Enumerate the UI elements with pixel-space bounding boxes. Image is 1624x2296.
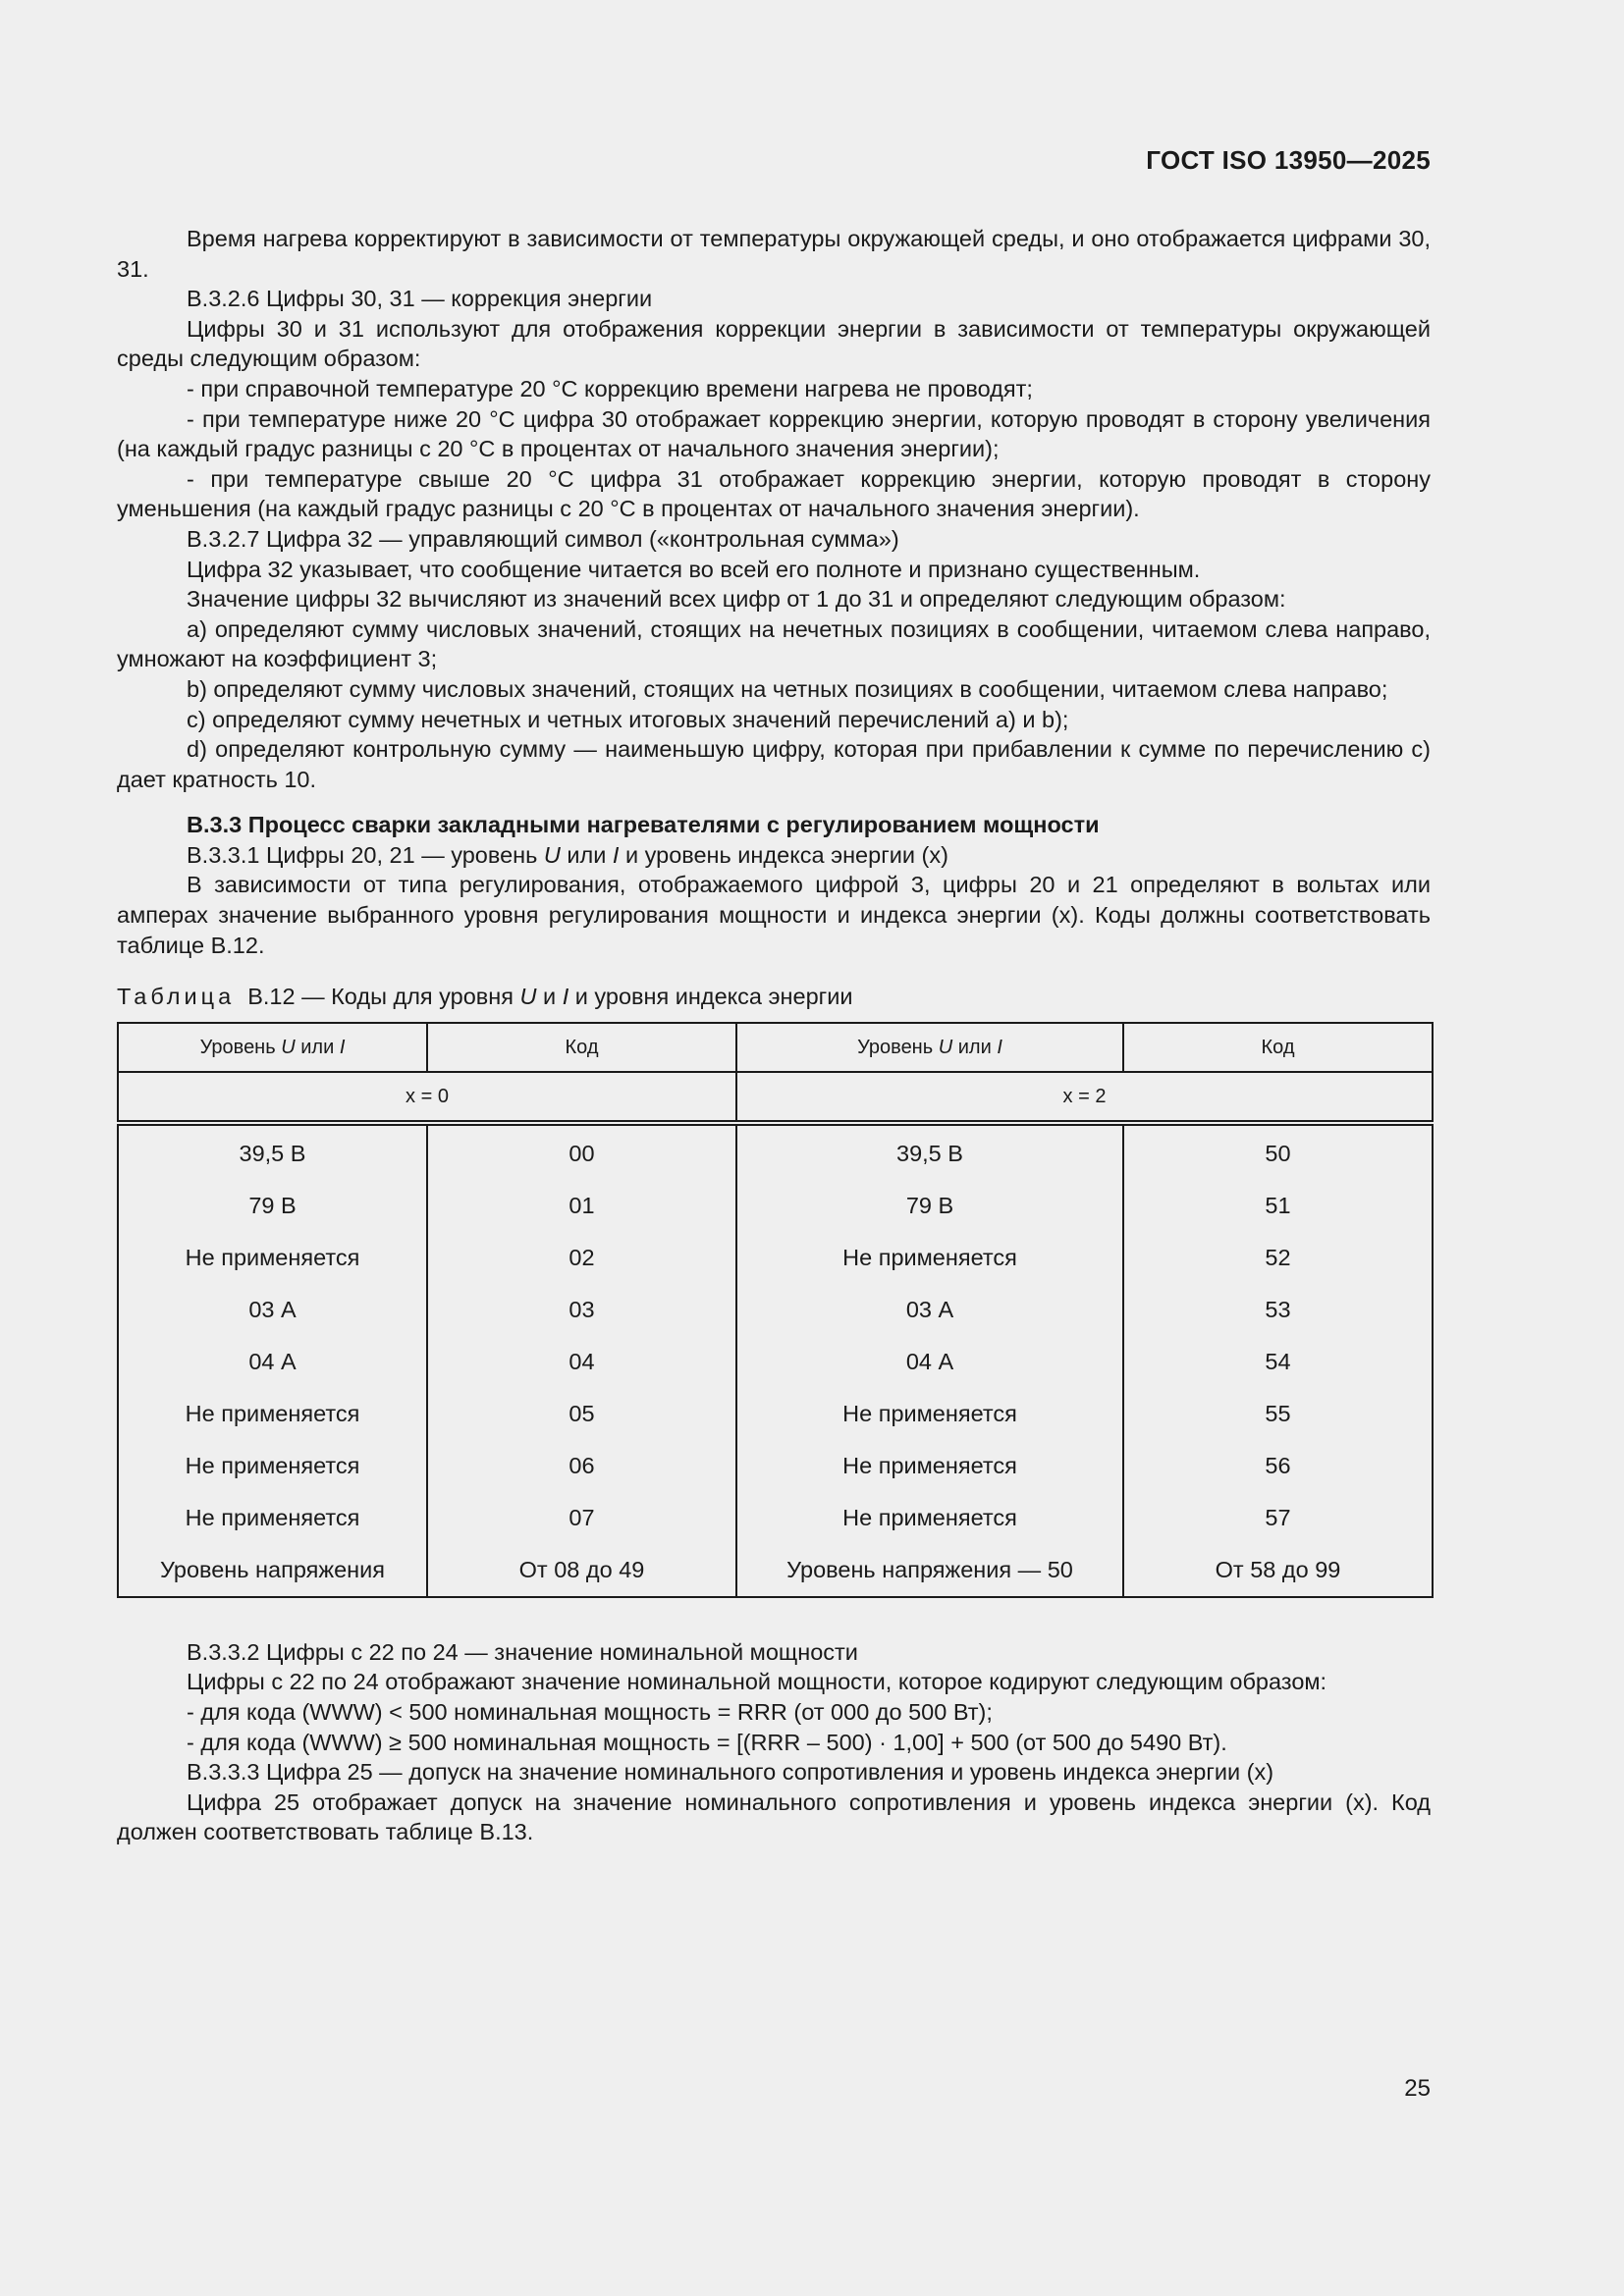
symbol-i: I — [612, 841, 620, 868]
table-cell: Уровень напряжения — 50 — [736, 1544, 1123, 1597]
subsection-title — [117, 840, 1431, 871]
subsection-title: В.3.3.2 Цифры с 22 по 24 — значение номинальной мощности — [187, 1638, 858, 1665]
table-cell: 79 В — [118, 1180, 427, 1232]
table-cell: 04 А — [736, 1336, 1123, 1388]
group-x2: x = 2 — [736, 1072, 1433, 1123]
table-cell: Не применяется — [736, 1440, 1123, 1492]
page-body — [117, 224, 1431, 1847]
table-row — [118, 1284, 1433, 1336]
document-code-header: ГОСТ ISO 13950—2025 — [1146, 145, 1431, 175]
header-code: Код — [1123, 1023, 1433, 1072]
header-level: Уровень U или I — [118, 1023, 427, 1072]
table-cell: 57 — [1123, 1492, 1433, 1544]
table-row — [118, 1440, 1433, 1492]
table-cell: 03 А — [736, 1284, 1123, 1336]
table-cell: 00 — [427, 1123, 736, 1180]
table-cell: 56 — [1123, 1440, 1433, 1492]
list-item: - при температуре свыше 20 °C цифра 31 отображает коррекцию энергии, которую проводят в сторону уменьшения (на каждый градус разницы с 20 °C в процентах от начального значения энергии). — [117, 465, 1431, 522]
paragraphs-after-table — [117, 1637, 1431, 1847]
table-cell: 54 — [1123, 1336, 1433, 1388]
paragraph: Цифры с 22 по 24 отображают значение номинальной мощности, которое кодируют следующим образом: — [187, 1669, 1327, 1695]
page-number: 25 — [1404, 2075, 1431, 2102]
table-cell: 53 — [1123, 1284, 1433, 1336]
list-item: c) определяют сумму нечетных и четных итоговых значений перечислений a) и b); — [187, 706, 1069, 732]
table-cell: 79 В — [736, 1180, 1123, 1232]
caption-label: Таблица — [117, 984, 236, 1010]
table-cell: Не применяется — [118, 1492, 427, 1544]
table-cell: 07 — [427, 1492, 736, 1544]
list-item: d) определяют контрольную сумму — наименьшую цифру, которая при прибавлении к сумме по перечислению c) дает кратность 10. — [117, 736, 1431, 792]
list-item: - при температуре ниже 20 °C цифра 30 отображает коррекцию энергии, которую проводят в сторону увеличения (на каждый градус разницы с 20 °C в процентах от начального значения энергии); — [117, 405, 1431, 462]
paragraph: Время нагрева корректируют в зависимости от температуры окружающей среды, и оно отображается цифрами 30, 31. — [117, 226, 1431, 282]
table-cell: Не применяется — [736, 1492, 1123, 1544]
list-item: b) определяют сумму числовых значений, стоящих на четных позициях в сообщении, читаемом слева направо; — [187, 675, 1388, 702]
text-segment: или — [560, 841, 613, 868]
text-segment: и уровень индекса энергии (x) — [619, 841, 948, 868]
text-segment: и уровня индекса энергии — [568, 984, 853, 1010]
paragraph: Цифры 30 и 31 используют для отображения коррекции энергии в зависимости от температуры окружающей среды следующим образом: — [117, 315, 1431, 372]
table-row — [118, 1336, 1433, 1388]
table-cell: 03 — [427, 1284, 736, 1336]
table-cell: Не применяется — [736, 1388, 1123, 1440]
paragraph: Цифра 25 отображает допуск на значение номинального сопротивления и уровень индекса энергии (x). Код должен соответствовать таблице В.13. — [117, 1789, 1431, 1845]
table-cell: 05 — [427, 1388, 736, 1440]
table-row — [118, 1544, 1433, 1597]
table-row — [118, 1123, 1433, 1180]
list-item: - для кода (WWW) ≥ 500 номинальная мощность = [(RRR – 500) · 1,00] + 500 (от 500 до 5490 Вт). — [187, 1729, 1227, 1755]
table-header-row — [118, 1023, 1433, 1072]
table-cell: Не применяется — [118, 1232, 427, 1284]
list-item: - для кода (WWW) < 500 номинальная мощность = RRR (от 000 до 500 Вт); — [187, 1699, 993, 1726]
paragraph: В зависимости от типа регулирования, отображаемого цифрой 3, цифры 20 и 21 определяют в вольтах или амперах значение выбранного уровня регулирования мощности и индекса энергии (x). Коды должны соответствовать таблице В.12. — [117, 872, 1431, 958]
table-cell: 39,5 В — [736, 1123, 1123, 1180]
subsection-title: В.3.2.7 Цифра 32 — управляющий символ («контрольная сумма») — [187, 525, 899, 552]
text-segment: В.3.3.1 Цифры 20, 21 — уровень — [187, 841, 544, 868]
table-cell: Не применяется — [118, 1440, 427, 1492]
section-heading: В.3.3 Процесс сварки закладными нагревателями с регулированием мощности — [187, 812, 1100, 838]
table-cell: 51 — [1123, 1180, 1433, 1232]
table-row — [118, 1232, 1433, 1284]
paragraph: Значение цифры 32 вычисляют из значений всех цифр от 1 до 31 и определяют следующим образом: — [187, 586, 1286, 613]
table-row — [118, 1180, 1433, 1232]
table-cell: 55 — [1123, 1388, 1433, 1440]
table-cell: 50 — [1123, 1123, 1433, 1180]
table-cell: 04 А — [118, 1336, 427, 1388]
codes-table — [117, 1022, 1434, 1598]
table-cell: 01 — [427, 1180, 736, 1232]
table-cell: От 58 до 99 — [1123, 1544, 1433, 1597]
table-row — [118, 1388, 1433, 1440]
group-x0: x = 0 — [118, 1072, 736, 1123]
symbol-i: I — [562, 984, 569, 1010]
text-segment: и — [536, 984, 563, 1010]
table-row — [118, 1492, 1433, 1544]
header-level: Уровень U или I — [736, 1023, 1123, 1072]
table-cell: Не применяется — [118, 1388, 427, 1440]
table-cell: 39,5 В — [118, 1123, 427, 1180]
table-cell: 03 А — [118, 1284, 427, 1336]
subsection-title: В.3.2.6 Цифры 30, 31 — коррекция энергии — [187, 286, 653, 312]
table-cell: 52 — [1123, 1232, 1433, 1284]
table-group-row — [118, 1072, 1433, 1123]
text-segment: В.12 — Коды для уровня — [235, 984, 520, 1010]
table-cell: 06 — [427, 1440, 736, 1492]
list-item: a) определяют сумму числовых значений, стоящих на нечетных позициях в сообщении, читаемом слева направо, умножают на коэффициент 3; — [117, 615, 1431, 672]
table-cell: Не применяется — [736, 1232, 1123, 1284]
table-cell: Уровень напряжения — [118, 1544, 427, 1597]
header-code: Код — [427, 1023, 736, 1072]
symbol-u: U — [543, 841, 561, 868]
paragraph: Цифра 32 указывает, что сообщение читается во всей его полноте и признано существенным. — [187, 556, 1201, 582]
table-cell: От 08 до 49 — [427, 1544, 736, 1597]
list-item: - при справочной температуре 20 °C коррекцию времени нагрева не проводят; — [187, 375, 1033, 401]
table-cell: 04 — [427, 1336, 736, 1388]
subsection-title: В.3.3.3 Цифра 25 — допуск на значение номинального сопротивления и уровень индекса энергии (x) — [187, 1759, 1274, 1786]
table-cell: 02 — [427, 1232, 736, 1284]
symbol-u: U — [519, 984, 537, 1010]
table-caption — [117, 982, 1431, 1012]
